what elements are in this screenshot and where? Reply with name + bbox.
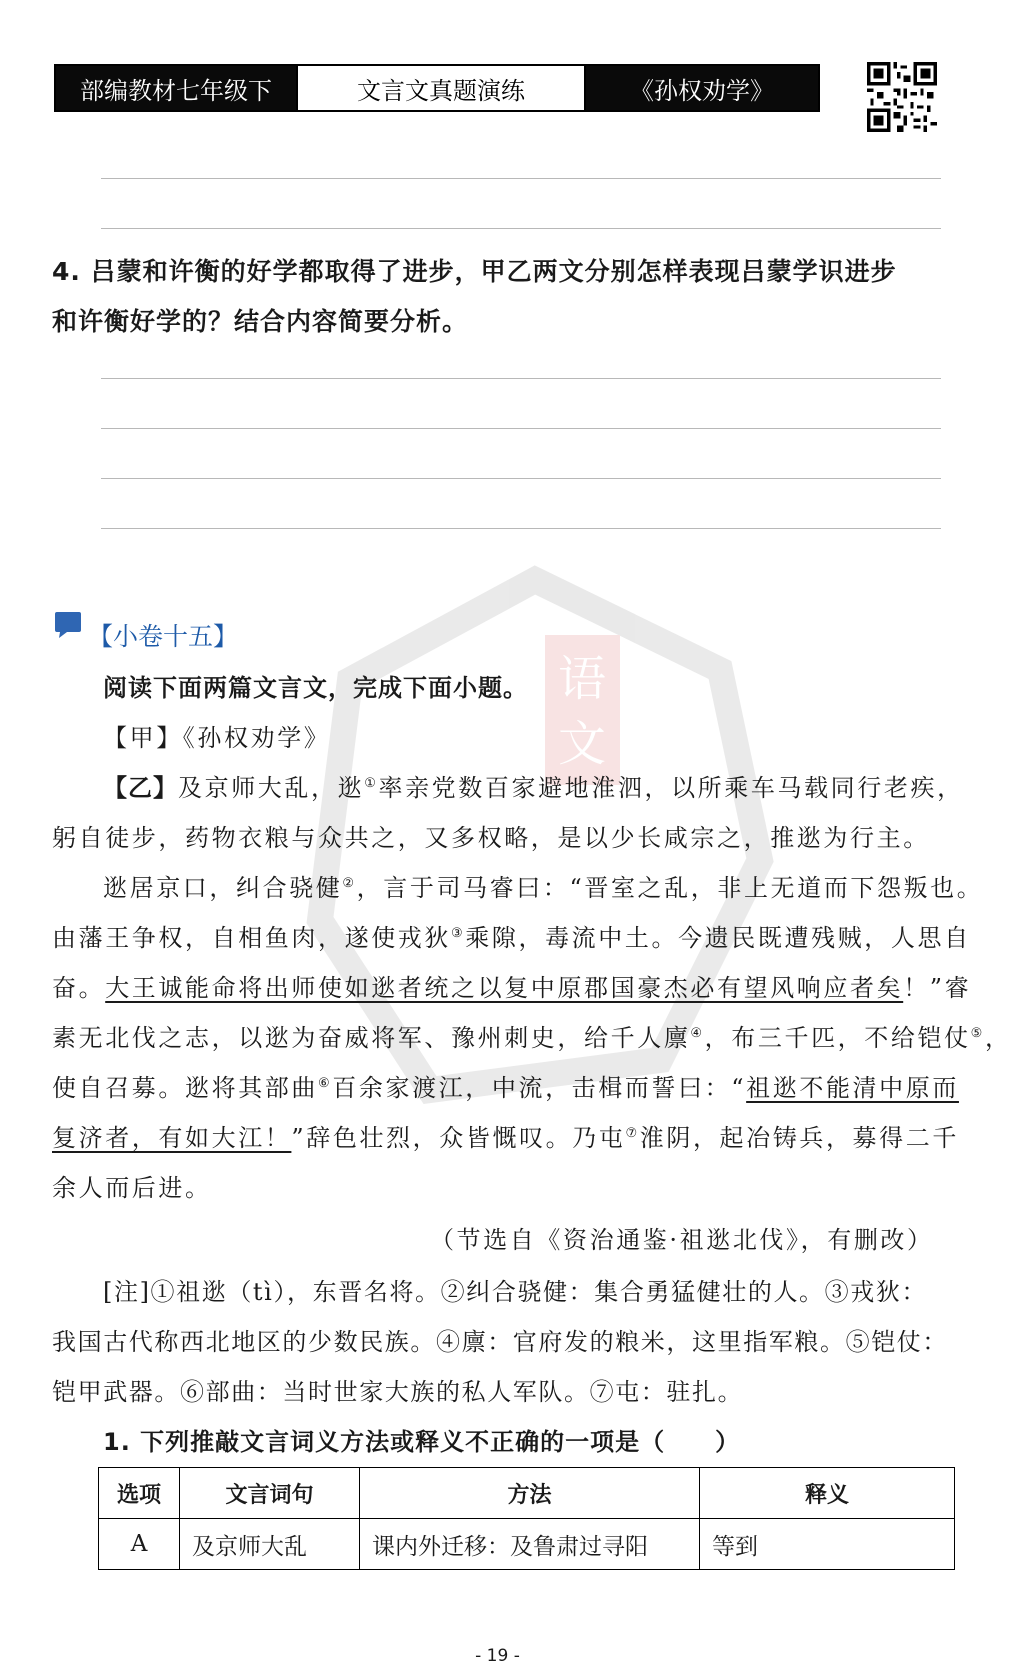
section-bookmark-icon — [53, 610, 83, 640]
table-header-row — [99, 1468, 955, 1519]
passage-line-4: 由藩王争权，自相鱼肉，遂使戎狄③乘隙，毒流中土。今遗民既遭残贼，人思自 — [52, 924, 971, 952]
cell-phrase: 及京师大乱 — [180, 1519, 360, 1570]
underlined-sentence-1: 大王诚能命将出师使如逖者统之以复中原郡国豪杰必有望风响应者矣 — [105, 974, 904, 1002]
col-header-method: 方法 — [360, 1468, 700, 1519]
header-bar — [54, 64, 820, 112]
options-table — [98, 1467, 955, 1570]
answer-line — [101, 228, 941, 229]
col-header-meaning: 释义 — [700, 1468, 955, 1519]
passage-line-8: 复济者，有如大江！”辞色壮烈，众皆慨叹。乃屯⑦淮阴，起冶铸兵，募得二千 — [52, 1124, 959, 1152]
cell-option: A — [99, 1519, 180, 1570]
instruction: 阅读下面两篇文言文，完成下面小题。 — [103, 674, 528, 702]
watermark-char-2: 文 — [557, 716, 607, 772]
answer-line — [101, 178, 941, 179]
notes-line-3: 铠甲武器。⑥部曲：当时世家大族的私人军队。⑦屯：驻扎。 — [52, 1378, 744, 1406]
qr-code-icon — [867, 62, 937, 132]
table-row — [99, 1519, 955, 1570]
underlined-sentence-2b: 复济者，有如大江！ — [52, 1124, 292, 1152]
col-header-phrase: 文言词句 — [180, 1468, 360, 1519]
header-lesson: 《孙权劝学》 — [586, 66, 818, 110]
notes-line-1: [注]①祖逖（tì），东晋名将。②纠合骁健：集合勇猛健壮的人。③戎狄： — [103, 1278, 928, 1306]
passage-line-5: 奋。大王诚能命将出师使如逖者统之以复中原郡国豪杰必有望风响应者矣！”睿 — [52, 974, 972, 1002]
header-grade: 部编教材七年级下 — [56, 66, 296, 110]
passage-line-9: 余人而后进。 — [52, 1174, 212, 1202]
passage-source: （节选自《资治通鉴·祖逖北伐》，有删改） — [430, 1226, 934, 1254]
cell-meaning: 等到 — [700, 1519, 955, 1570]
header-topic: 文言文真题演练 — [296, 66, 586, 110]
passage-line-1: 【乙】及京师大乱，逖①率亲党数百家避地淮泗，以所乘车马载同行老疾， — [103, 774, 964, 802]
passage-yi-label: 【乙】 — [103, 774, 178, 802]
cell-method: 课内外迁移：及鲁肃过寻阳 — [360, 1519, 700, 1570]
question-4-line2: 和许衡好学的？结合内容简要分析。 — [52, 307, 469, 336]
answer-line — [101, 428, 941, 429]
passage-line-7: 使自召募。逖将其部曲⑥百余家渡江，中流，击楫而誓曰：“祖逖不能清中原而 — [52, 1074, 959, 1102]
answer-line — [101, 478, 941, 479]
underlined-sentence-2a: 祖逖不能清中原而 — [746, 1074, 959, 1102]
answer-line — [101, 378, 941, 379]
passage-line-6: 素无北伐之志，以逖为奋威将军、豫州刺史，给千人廪④，布三千匹，不给铠仗⑤， — [52, 1024, 1012, 1052]
watermark-char-1: 语 — [557, 651, 607, 707]
section-title: 【小卷十五】 — [88, 622, 239, 651]
question-4-line1: 4. 吕蒙和许衡的好学都取得了进步，甲乙两文分别怎样表现吕蒙学识进步 — [52, 257, 897, 286]
passage-line-2: 躬自徒步，药物衣粮与众共之，又多权略，是以少长咸宗之，推逖为行主。 — [52, 824, 930, 852]
answer-line — [101, 528, 941, 529]
passage-line-3: 逖居京口，纠合骁健②，言于司马睿曰：“晋室之乱，非上无道而下怨叛也。 — [103, 874, 984, 902]
page-number: - 19 - — [475, 1646, 520, 1666]
question-1: 1. 下列推敲文言词义方法或释义不正确的一项是（ ） — [103, 1428, 741, 1456]
notes-line-2: 我国古代称西北地区的少数民族。④廪：官府发的粮米，这里指军粮。⑤铠仗： — [52, 1328, 948, 1356]
passage-jia: 【甲】《孙权劝学》 — [103, 724, 331, 752]
col-header-option: 选项 — [99, 1468, 180, 1519]
